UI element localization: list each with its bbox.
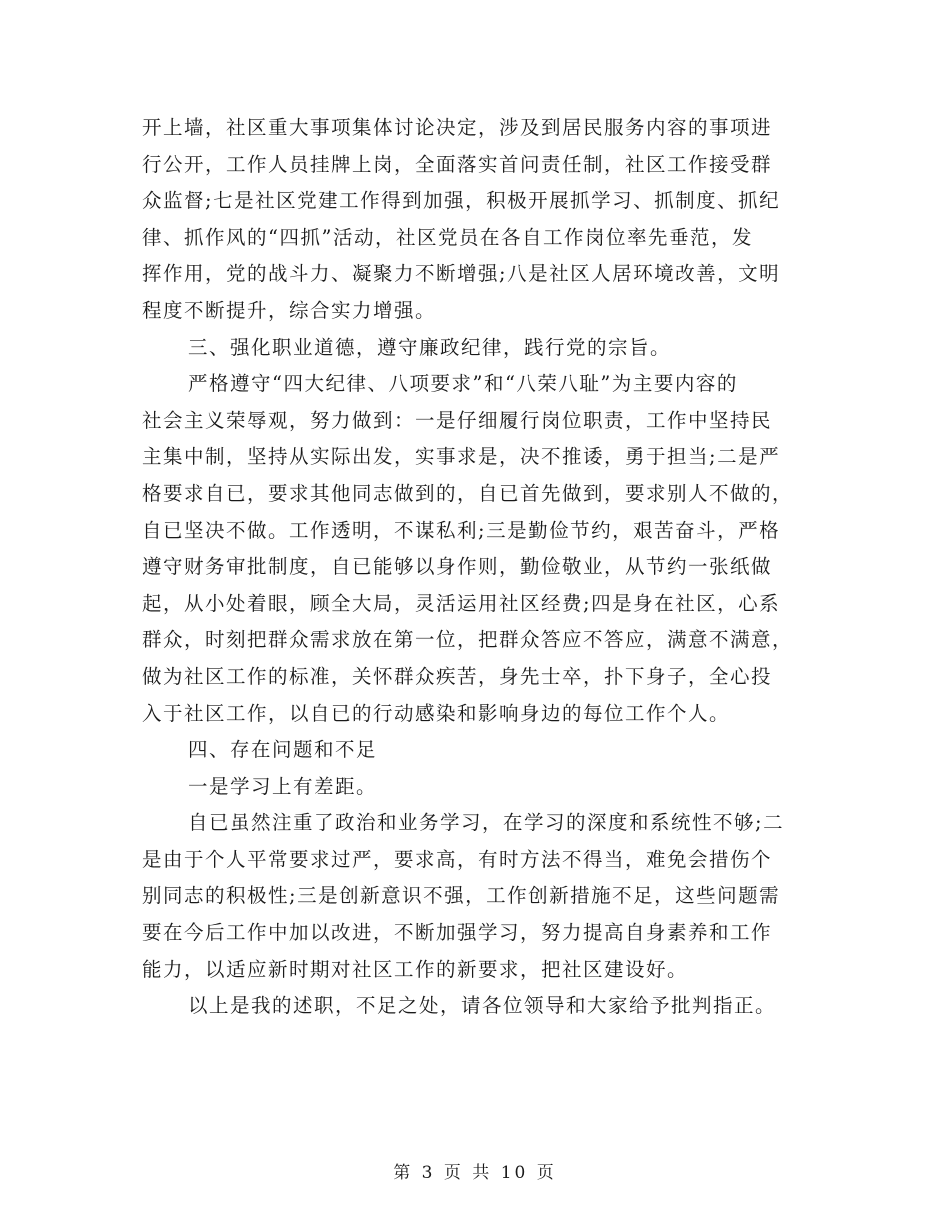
closing-line: 以上是我的述职，不足之处，请各位领导和大家给予批判指正。 [188,994,777,1018]
body-line: 起，从小处着眼，顾全大局，灵活运用社区经费;四是身在社区，心系 [142,591,781,615]
page-number-footer: 第 3 页 共 10 页 [393,1163,557,1183]
body-line: 社会主义荣辱观，努力做到：一是仔细履行岗位职责，工作中坚持民 [142,408,773,432]
body-line: 是由于个人平常要求过严，要求高，有时方法不得当，难免会措伤个 [142,847,773,871]
body-line: 入于社区工作，以自已的行动感染和影响身边的每位工作个人。 [142,701,731,725]
body-line: 主集中制，坚持从实际出发，实事求是，决不推诿，勇于担当;二是严 [142,445,781,469]
body-line: 开上墙，社区重大事项集体讨论决定，涉及到居民服务内容的事项进 [142,116,773,139]
section-heading-4: 四、存在问题和不足 [188,738,378,762]
body-line: 自已虽然注重了政治和业务学习，在学习的深度和系统性不够;二 [188,811,785,835]
body-line: 挥作用，党的战斗力、凝聚力不断增强;八是社区人居环境改善，文明 [142,262,781,286]
body-line: 做为社区工作的标准，关怀群众疾苦，身先士卒，扑下身子，全心投 [142,664,773,688]
subheading: 一是学习上有差距。 [188,774,378,798]
body-line: 严格遵守“四大纪律、八项要求”和“八荣八耻”为主要内容的 [188,372,738,396]
body-line: 别同志的积极性;三是创新意识不强，工作创新措施不足，这些问题需 [142,884,781,908]
body-line: 律、抓作风的“四抓”活动，社区党员在各自工作岗位率先垂范，发 [142,225,753,249]
body-line: 众监督;七是社区党建工作得到加强，积极开展抓学习、抓制度、抓纪 [142,189,781,213]
body-line: 遵守财务审批制度，自已能够以身作则，勤俭敬业，从节约一张纸做 [142,555,773,579]
body-line: 程度不断提升，综合实力增强。 [142,298,437,322]
body-line: 格要求自已，要求其他同志做到的，自已首先做到，要求别人不做的， [142,481,794,505]
body-line: 行公开，工作人员挂牌上岗，全面落实首问责任制，社区工作接受群 [142,152,773,176]
body-line: 能力，以适应新时期对社区工作的新要求，把社区建设好。 [142,957,689,981]
body-line: 要在今后工作中加以改进，不断加强学习，努力提高自身素养和工作 [142,921,773,945]
section-heading-3: 三、强化职业道德，遵守廉政纪律，践行党的宗旨。 [188,335,672,359]
body-line: 群众，时刻把群众需求放在第一位，把群众答应不答应，满意不满意， [142,628,794,652]
body-line: 自已坚决不做。工作透明，不谋私利;三是勤俭节约，艰苦奋斗，严格 [142,518,781,542]
document-body [142,110,808,1025]
